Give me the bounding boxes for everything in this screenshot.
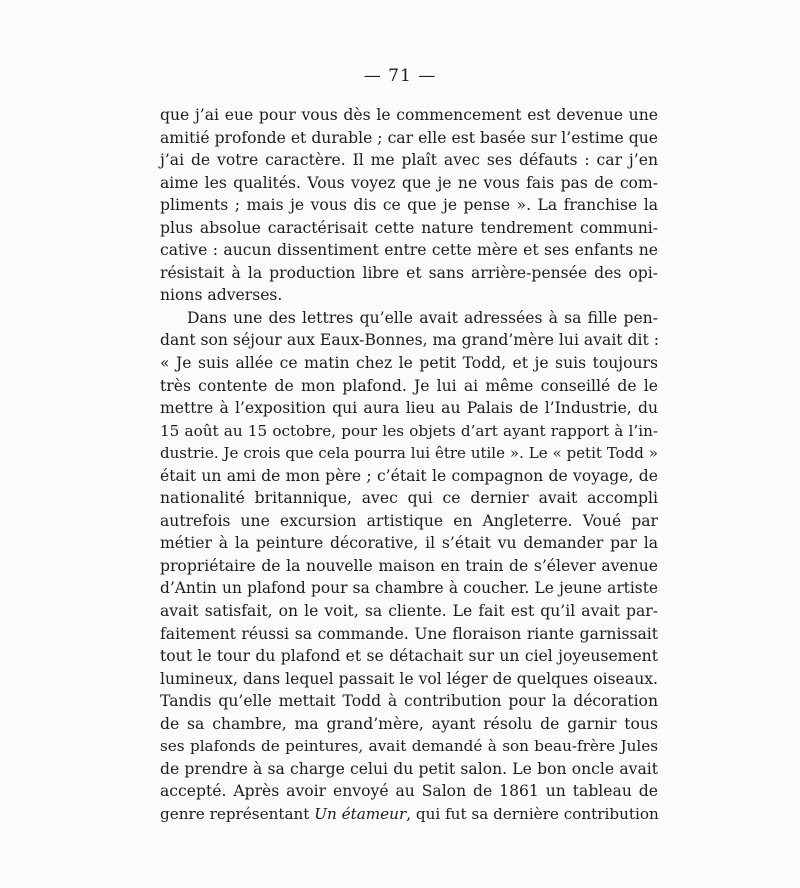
text-line: propriétaire de la nouvelle maison en train de s’élever avenue (160, 556, 658, 575)
text-line: cative : aucun dissentiment entre cette mère et ses enfants ne (160, 241, 658, 260)
paragraph-2 (160, 307, 658, 826)
text-line: résistait à la production libre et sans arrière-pensée des opi- (160, 263, 658, 282)
text-line: Tandis qu’elle mettait Todd à contribution pour la décoration (160, 692, 658, 711)
text-line: que j’ai eue pour vous dès le commencement est devenue une (160, 106, 658, 124)
text-line: amitié profonde et durable ; car elle est basée sur l’estime que (160, 128, 658, 147)
text-line: tout le tour du plafond et se détachait sur un ciel joyeusement (160, 647, 658, 666)
text-line: très contente de mon plafond. Je lui ai même conseillé de le (160, 376, 658, 395)
text-line: Dans une des lettres qu’elle avait adressées à sa fille pen- (187, 308, 658, 327)
text-line: 15 août au 15 octobre, pour les objets d’art ayant rapport à l’in- (160, 421, 658, 440)
text-line: de sa chambre, ma grand’mère, ayant résolu de garnir tous (160, 714, 658, 733)
body-text (160, 104, 658, 826)
text-line: j’ai de votre caractère. Il me plaît avec ses défauts : car j’en (160, 151, 658, 170)
artwork-title: Un étameur (314, 804, 407, 823)
text-line: d’Antin un plafond pour sa chambre à coucher. Le jeune artiste (160, 579, 658, 598)
text-line: ses plafonds de peintures, avait demandé à son beau-frère Jules (160, 737, 658, 756)
text-line: accepté. Après avoir envoyé au Salon de 1861 un tableau de (160, 782, 658, 801)
text-line: dustrie. Je crois que cela pourra lui être utile ». Le « petit Todd » (160, 444, 658, 463)
text-line: « Je suis allée ce matin chez le petit Todd, et je suis toujours (160, 354, 658, 373)
page-number: — 71 — (363, 66, 437, 86)
text-line: mettre à l’exposition qui aura lieu au Palais de l’Industrie, du (160, 399, 658, 418)
paragraph-1 (160, 104, 658, 307)
text-line: faitement réussi sa commande. Une floraison riante garnissait (160, 624, 658, 643)
text-line: nions adverses. (160, 286, 283, 305)
text-line: autrefois une excursion artistique en Angleterre. Voué par (160, 511, 658, 530)
text-line: de prendre à sa charge celui du petit salon. Le bon oncle avait (160, 759, 658, 778)
text-segment: genre représentant (160, 804, 315, 823)
text-line: métier à la peinture décorative, il s’était vu demander par la (160, 534, 658, 553)
text-line: aime les qualités. Vous voyez que je ne vous fais pas de com- (160, 173, 658, 192)
text-line: avait satisfait, on le voit, sa cliente. Le fait est qu’il avait par- (160, 602, 658, 621)
text-line: dant son séjour aux Eaux-Bonnes, ma grand’mère lui avait dit : (160, 331, 659, 350)
text-line: lumineux, dans lequel passait le vol léger de quelques oiseaux. (160, 669, 658, 688)
text-line-final (160, 803, 658, 826)
text-line: était un ami de mon père ; c’était le compagnon de voyage, de (160, 466, 658, 485)
text-line: plus absolue caractérisait cette nature tendrement communi- (160, 218, 658, 237)
text-line: nationalité britannique, avec qui ce dernier avait accompli (160, 489, 658, 508)
text-segment: , qui fut sa dernière contribution (406, 804, 659, 823)
text-line: pliments ; mais je vous dis ce que je pense ». La franchise la (160, 196, 658, 215)
